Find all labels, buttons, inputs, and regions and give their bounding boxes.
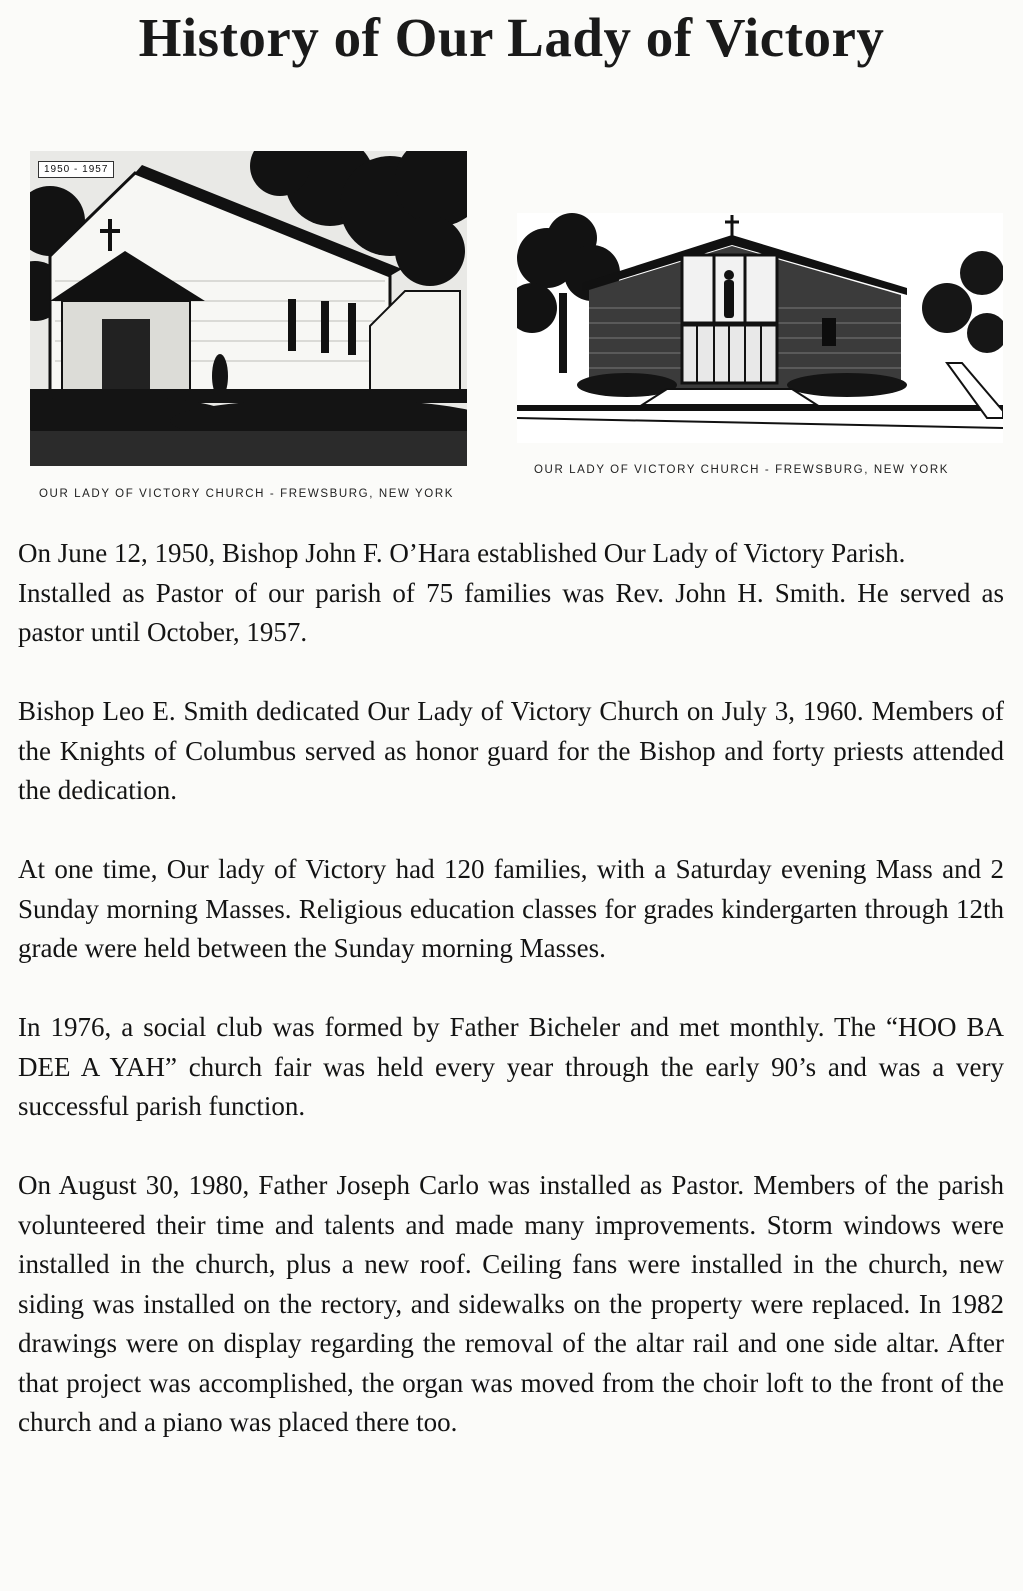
- new-church-drawing: [517, 213, 1003, 443]
- paragraph: Installed as Pastor of our parish of 75 families was Rev. John H. Smith. He served as pastor until October, 1957.: [18, 577, 1004, 647]
- page-title: History of Our Lady of Victory: [138, 7, 885, 68]
- paragraph: In 1976, a social club was formed by Father Bicheler and met monthly. The “HOO BA DEE A YAH” church fair was held every year through the early 90’s and was a very successful parish function.: [18, 1012, 1004, 1121]
- history-text: [18, 534, 1004, 1482]
- paragraph: On June 12, 1950, Bishop John F. O’Hara established Our Lady of Victory Parish.: [18, 538, 906, 568]
- old-church-photo: [30, 151, 467, 466]
- new-church-illustration: [517, 213, 1003, 443]
- paragraph: Bishop Leo E. Smith dedicated Our Lady of Victory Church on July 3, 1960. Members of the Knights of Columbus served as honor guard for the Bishop and forty priests attended the dedication.: [18, 696, 1004, 805]
- date-range-label: 1950 - 1957: [38, 161, 114, 178]
- statue-icon: [724, 270, 734, 318]
- right-photo-caption: OUR LADY OF VICTORY CHURCH - FREWSBURG, NEW YORK: [534, 464, 950, 476]
- paragraph: At one time, Our lady of Victory had 120 families, with a Saturday evening Mass and 2 Sunday morning Masses. Religious education classes for grades kindergarten through 12th grade were held between the Sunday morning Masses.: [18, 854, 1004, 963]
- left-photo-caption: OUR LADY OF VICTORY CHURCH - FREWSBURG, NEW YORK: [39, 488, 455, 500]
- paragraph: On August 30, 1980, Father Joseph Carlo was installed as Pastor. Members of the parish volunteered their time and talents and made many improvements. Storm windows were installed in the church, plus a new roof. Ceiling fans were installed in the church, new siding was installed on the rectory, and sidewalks on the property were replaced. In 1982 drawings were on display regarding the removal of the altar rail and one side altar. After that project was accomplished, the organ was moved from the choir loft to the front of the church and a piano was placed there too.: [18, 1170, 1004, 1437]
- old-church-illustration: [30, 151, 467, 466]
